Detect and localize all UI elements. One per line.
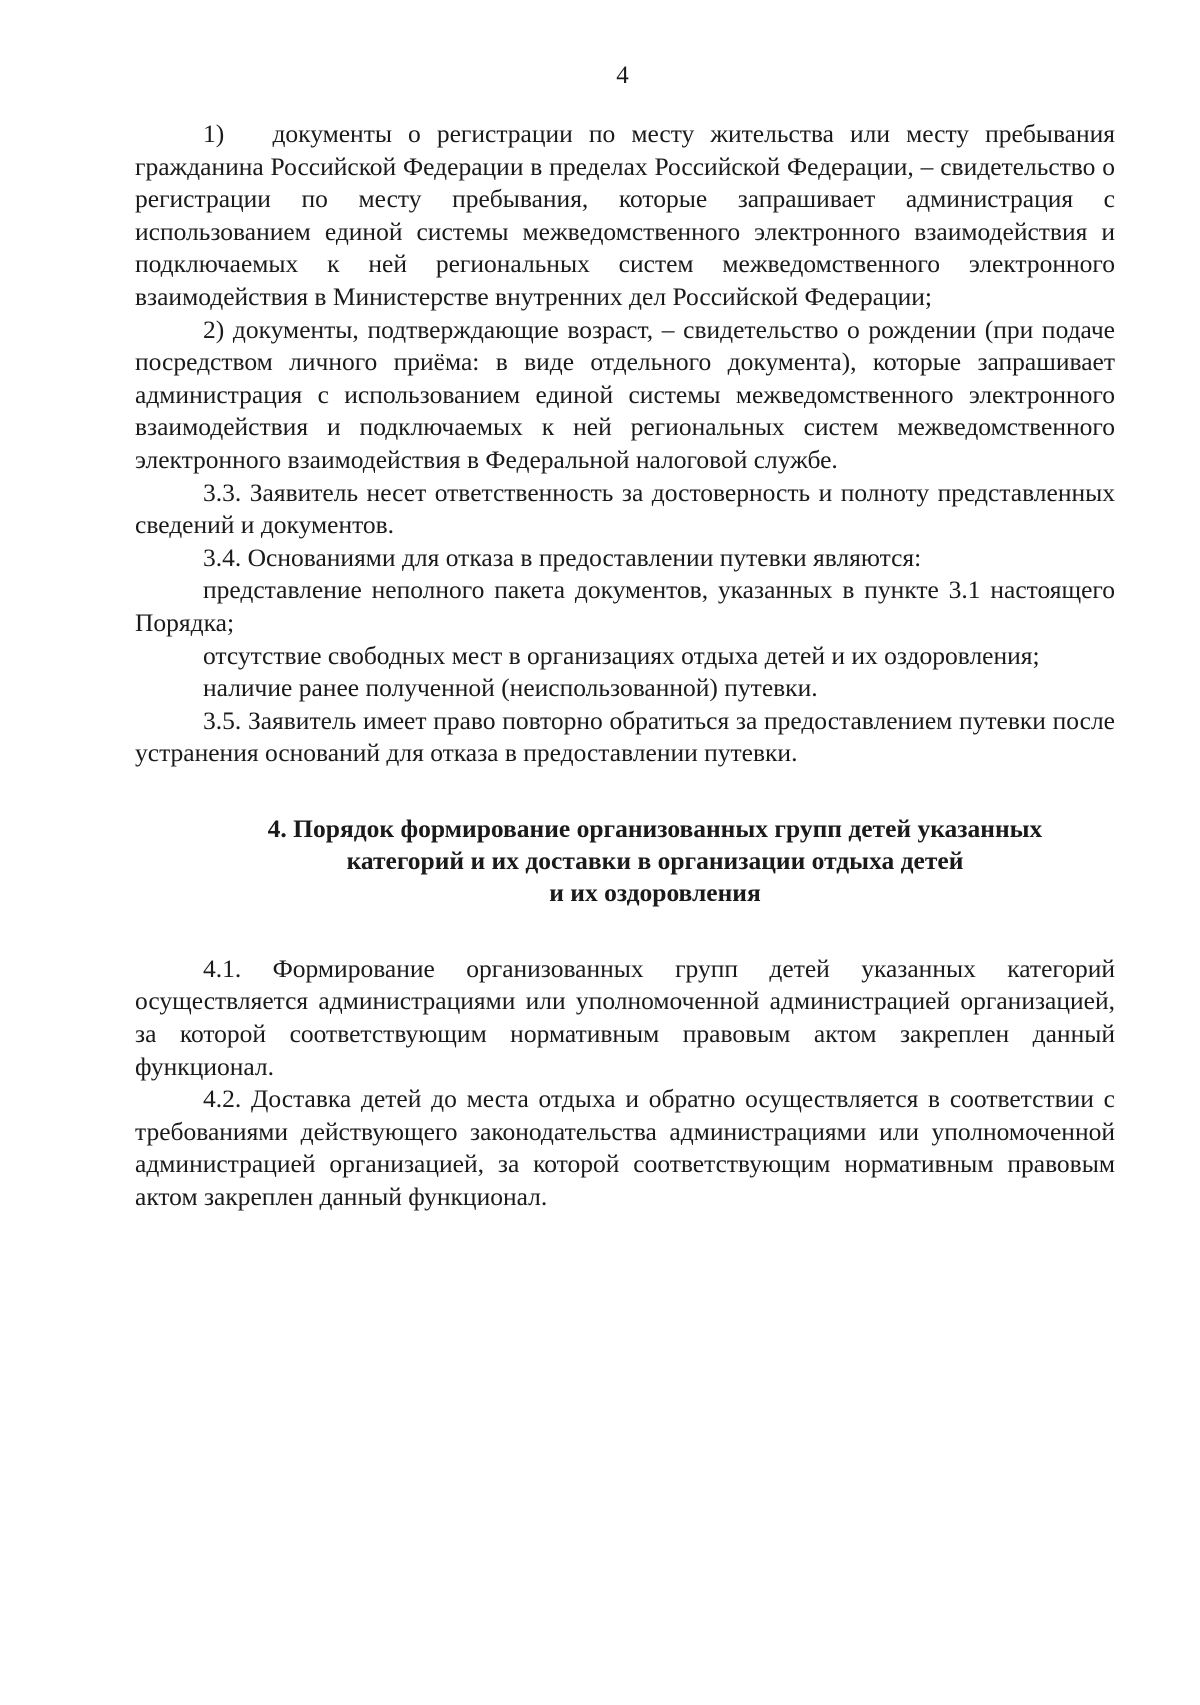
section-heading bbox=[135, 813, 1115, 909]
paragraph-age-documents: 2) документы, подтверждающие возраст, – свидетельство о рождении (при подаче посредством личного приёма: в виде отдельного документа), которые запрашивает администрация с использованием единой системы межведомственного электронного взаимодействия и подключаемых к ней региональных систем межведомственного электронного взаимодействия в Федеральной налоговой службе. bbox=[135, 314, 1115, 474]
paragraph-3-3: 3.3. Заявитель несет ответственность за достоверность и полноту представленных сведений и документов. bbox=[135, 477, 1115, 540]
section-heading-line: 4. Порядок формирование организованных групп детей указанных bbox=[267, 813, 1043, 843]
paragraph-3-5: 3.5. Заявитель имеет право повторно обратиться за предоставлением путевки после устранения оснований для отказа в предоставлении путевки. bbox=[135, 705, 1115, 768]
paragraph-refusal-reason-incomplete: представление неполного пакета документов, указанных в пункте 3.1 настоящего Порядка; bbox=[135, 575, 1115, 637]
page-number: 4 bbox=[616, 62, 629, 89]
paragraph-refusal-reason-previous-voucher: наличие ранее полученной (неиспользованной) путевки. bbox=[203, 673, 818, 703]
document-body bbox=[135, 118, 1115, 1214]
paragraph-4-1: 4.1. Формирование организованных групп детей указанных категорий осуществляется администрациями или уполномоченной администрацией организацией, за которой соответствующим нормативным правовым актом закреплен данный функционал. bbox=[135, 953, 1115, 1081]
paragraph-3-4: 3.4. Основаниями для отказа в предоставлении путевки являются: bbox=[203, 542, 922, 572]
paragraph-registration-documents: 1) документы о регистрации по месту жительства или месту пребывания гражданина Российской Федерации в пределах Российской Федерации, – свидетельство о регистрации по месту пребывания, которые запрашивает администрация с использованием единой системы межведомственного электронного взаимодействия и подключаемых к ней региональных систем межведомственного электронного взаимодействия в Министерстве внутренних дел Российской Федерации; bbox=[135, 119, 1115, 311]
section-heading-line: категорий и их доставки в организации отдыха детей bbox=[346, 845, 964, 875]
section-heading-line: и их оздоровления bbox=[549, 877, 761, 907]
paragraph-refusal-reason-no-places: отсутствие свободных мест в организациях отдыха детей и их оздоровления; bbox=[203, 640, 1040, 670]
paragraph-4-2: 4.2. Доставка детей до места отдыха и обратно осуществляется в соответствии с требованиями действующего законодательства администрациями или уполномоченной администрацией организацией, за которой соответствующим нормативным правовым актом закреплен данный функционал. bbox=[135, 1084, 1115, 1212]
